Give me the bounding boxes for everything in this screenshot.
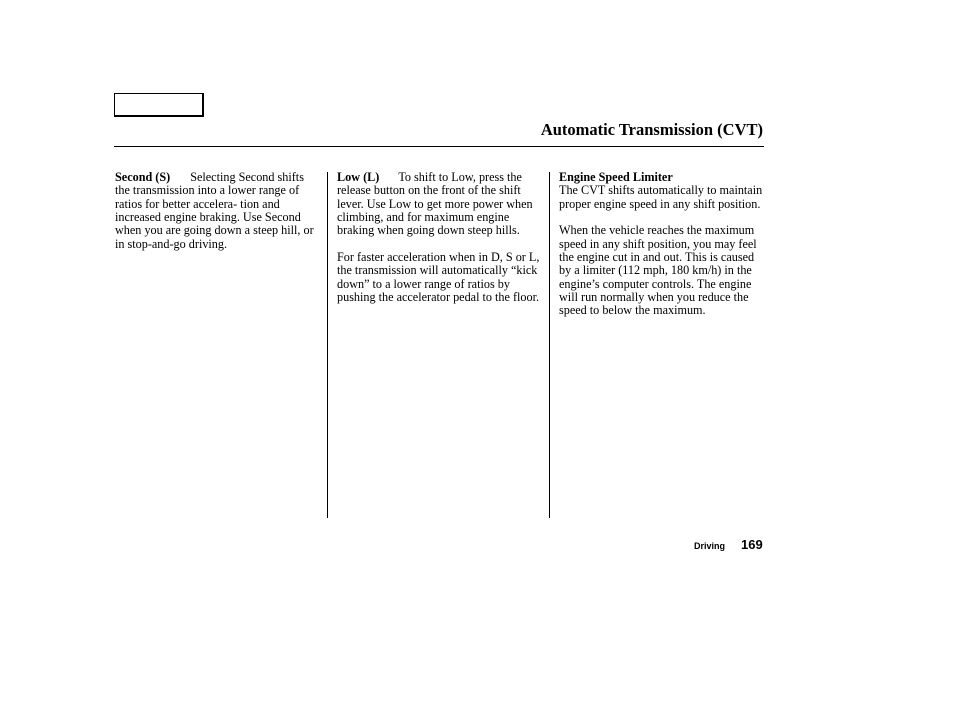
column-divider-1 — [327, 172, 328, 518]
page-title: Automatic Transmission (CVT) — [540, 120, 763, 139]
column-divider-2 — [549, 172, 550, 518]
paragraph-low — [337, 171, 543, 238]
paragraph-limiter-detail: When the vehicle reaches the maximum speed in any shift position, you may feel the engine cut in and out. This is caused by a limiter (112 mph, 180 km/h) in the engine’s computer controls. The engine will run normally when you reduce the speed to below the maximum. — [559, 223, 757, 318]
header-rule — [114, 146, 764, 147]
paragraph-second — [115, 171, 315, 251]
heading-engine-speed-limiter: Engine Speed Limiter — [559, 170, 673, 184]
text-second: Selecting Second shifts the transmission into a lower range of ratios for better accelera- tion and increased engine braking. Use Second when you are going down a steep hill, or in stop-and-go driving. — [115, 170, 314, 251]
heading-second: Second (S) — [115, 170, 171, 184]
page-number: 169 — [741, 537, 763, 552]
heading-low: Low (L) — [337, 170, 380, 184]
column-engine-speed-limiter — [559, 171, 765, 318]
column-low — [337, 171, 543, 304]
paragraph-kick-down: For faster acceleration when in D, S or L, the transmission will automatically “kick down” to a lower range of ratios by pushing the accelerator pedal to the floor. — [337, 250, 540, 305]
section-tab-box — [114, 93, 204, 117]
footer-section-label: Driving — [694, 541, 726, 551]
paragraph-limiter-intro — [559, 171, 765, 211]
text-low: To shift to Low, press the release button on the front of the shift lever. Use Low to get more power when climbing, and for maximum engine braking when going down steep hills. — [337, 170, 533, 238]
column-second — [115, 171, 315, 251]
text-limiter-intro: The CVT shifts automatically to maintain proper engine speed in any shift position. — [559, 183, 763, 211]
